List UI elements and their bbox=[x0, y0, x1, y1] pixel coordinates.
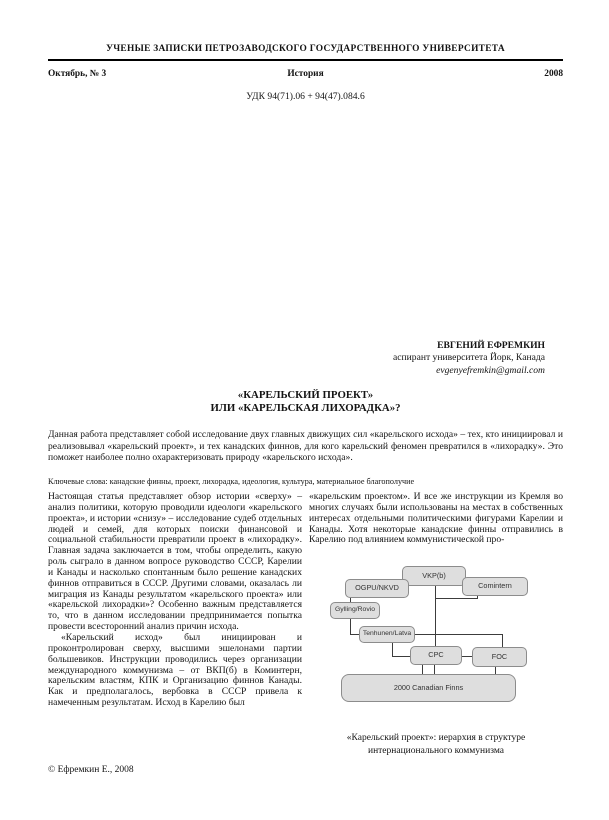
body-paragraph: «карельским проектом». И все же инструкции из Кремля во многих случаях были использованы на местах в собственных интересах отдельными политическими фигурами Карелии и Канады. Хотя некоторые канадские финны отправились в Карелию под влиянием коммунистической про- bbox=[309, 491, 563, 546]
diagram-node-canadian-finns: 2000 Canadian Finns bbox=[341, 674, 516, 702]
connector-vkpb-cpc bbox=[435, 586, 436, 646]
author-name: ЕВГЕНИЙ ЕФРЕМКИН bbox=[437, 340, 545, 351]
diagram-node-comintern: Comintern bbox=[462, 577, 528, 596]
issue-month: Октябрь, № 3 bbox=[48, 69, 107, 79]
keywords-line: Ключевые слова: канадские финны, проект, лихорадка, идеология, культура, материальное благополучие bbox=[48, 477, 415, 486]
diagram-node-cpc: CPC bbox=[410, 646, 462, 665]
connector-cpc-finns bbox=[422, 665, 423, 674]
connector-gylling-tenhunen bbox=[350, 619, 351, 635]
journal-header: УЧЕНЫЕ ЗАПИСКИ ПЕТРОЗАВОДСКОГО ГОСУДАРСТВЕННОГО УНИВЕРСИТЕТА bbox=[106, 44, 505, 54]
author-affiliation: аспирант университета Йорк, Канада bbox=[392, 352, 545, 364]
connector-gylling-tenhunen bbox=[350, 634, 359, 635]
author-block bbox=[393, 340, 545, 377]
article-title-line1: «КАРЕЛЬСКИЙ ПРОЕКТ» bbox=[237, 389, 374, 401]
diagram-node-foc: FOC bbox=[472, 647, 527, 667]
article-title bbox=[48, 389, 563, 415]
diagram-node-gylling-rovio: Gylling/Rovio bbox=[330, 602, 380, 619]
connector-cpc-foc bbox=[462, 656, 472, 657]
issue-year: 2008 bbox=[544, 69, 563, 79]
connector-cpc-finns bbox=[434, 665, 435, 674]
right-column bbox=[309, 492, 563, 757]
connector-tenhunen-foc bbox=[415, 634, 502, 635]
abstract-text: Данная работа представляет собой исследование двух главных движущих сил «карельского исхода» – тех, кто инициировал и реализовывал «карельский проект», и тех канадских финнов, для кого карельский феномен превратился в «лихорадку». Это поможет наиболее полно охарактеризовать природу «карельского исхода». bbox=[48, 429, 563, 464]
header-rule bbox=[48, 59, 563, 61]
hierarchy-diagram bbox=[327, 564, 567, 706]
diagram-node-tenhunen-latva: Tenhunen/Latva bbox=[359, 626, 415, 643]
udc-code: УДК 94(71).06 + 94(47).084.6 bbox=[246, 91, 365, 102]
author-email: evgenyefremkin@gmail.com bbox=[436, 364, 545, 376]
connector-tenhunen-foc bbox=[502, 634, 503, 647]
figure-caption-line1: «Карельский проект»: иерархия в структуре bbox=[346, 733, 526, 744]
connector-tenhunen-cpc bbox=[392, 643, 393, 657]
connector-foc-finns bbox=[495, 667, 496, 674]
body-columns bbox=[48, 492, 563, 757]
diagram-node-ogpu-nkvd: OGPU/NKVD bbox=[345, 579, 409, 598]
issue-row bbox=[48, 69, 563, 81]
copyright-notice: © Ефремкин Е., 2008 bbox=[48, 765, 134, 775]
diagram-node-vkpb: VKP(b) bbox=[402, 566, 466, 586]
issue-section: История bbox=[287, 69, 324, 79]
body-paragraph: «Карельский исход» был инициирован и проконтролирован сверху, высшими эшелонами партии большевиков. Инструкции проводились через организации международного коммунизма – от ВКП(б) в Коминтерн, карельским властям, КПК и Организацию финнов Канады. Как и предполагалось, вербовка в СССР привела к намеченным результатам. Исход в Карелию был bbox=[48, 631, 302, 709]
left-column bbox=[48, 492, 302, 757]
connector-tenhunen-cpc bbox=[392, 656, 410, 657]
connector-comintern-join bbox=[435, 598, 478, 599]
body-paragraph: Настоящая статья представляет обзор истории «сверху» – анализ политики, которую проводили идеологи «карельского проекта», и истории «снизу» – исследование судеб отдельных людей и семей, для которых поиски финансовой и социальной стабильности превратили проект в «лихорадку». Главная задача заключается в том, чтобы определить, какую роль сыграло в данном вопросе руководство СССР, Карелии и Канады и насколько спонтанным было решение канадских финнов отправиться в СССР. Другими словами, оказалась ли миграция из Канады результатом «карельского проекта» или «карельской лихорадки»? Особенно важным представляется то, что в данном исследовании предпринимается попытка провести всесторонний анализ причин исхода. bbox=[48, 491, 302, 633]
article-title-line2: ИЛИ «КАРЕЛЬСКАЯ ЛИХОРАДКА»? bbox=[210, 401, 401, 414]
figure-caption bbox=[309, 732, 563, 757]
figure-caption-line2: интернационального коммунизма bbox=[367, 745, 504, 756]
